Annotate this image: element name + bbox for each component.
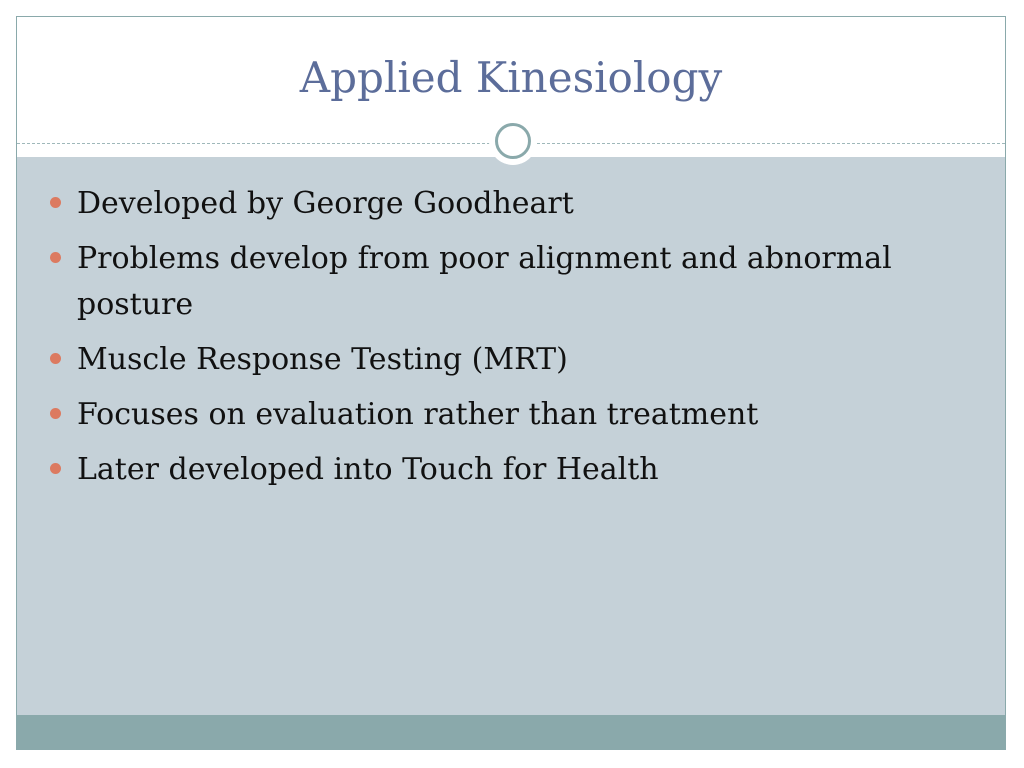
slide-title: Applied Kinesiology [299,53,723,102]
slide [16,16,1006,750]
footer-bar [17,715,1005,749]
bullet-text: Problems develop from poor alignment and abnormal posture [77,241,892,322]
bullet-text: Later developed into Touch for Health [77,452,659,487]
bullet-dot-icon [50,252,61,263]
bullet-item [47,236,947,328]
bullet-item [47,447,947,493]
bullet-item [47,181,947,227]
bullet-text: Focuses on evaluation rather than treatment [77,397,759,432]
bullet-text: Muscle Response Testing (MRT) [77,342,568,377]
bullet-item [47,337,947,383]
bullet-dot-icon [50,353,61,364]
bullet-item [47,392,947,438]
bullet-dot-icon [50,463,61,474]
ring-ornament-icon [489,117,537,165]
bullet-text: Developed by George Goodheart [77,186,574,221]
bullet-dot-icon [50,197,61,208]
ring-inner [495,123,531,159]
bullet-dot-icon [50,408,61,419]
bullet-list [47,181,947,502]
